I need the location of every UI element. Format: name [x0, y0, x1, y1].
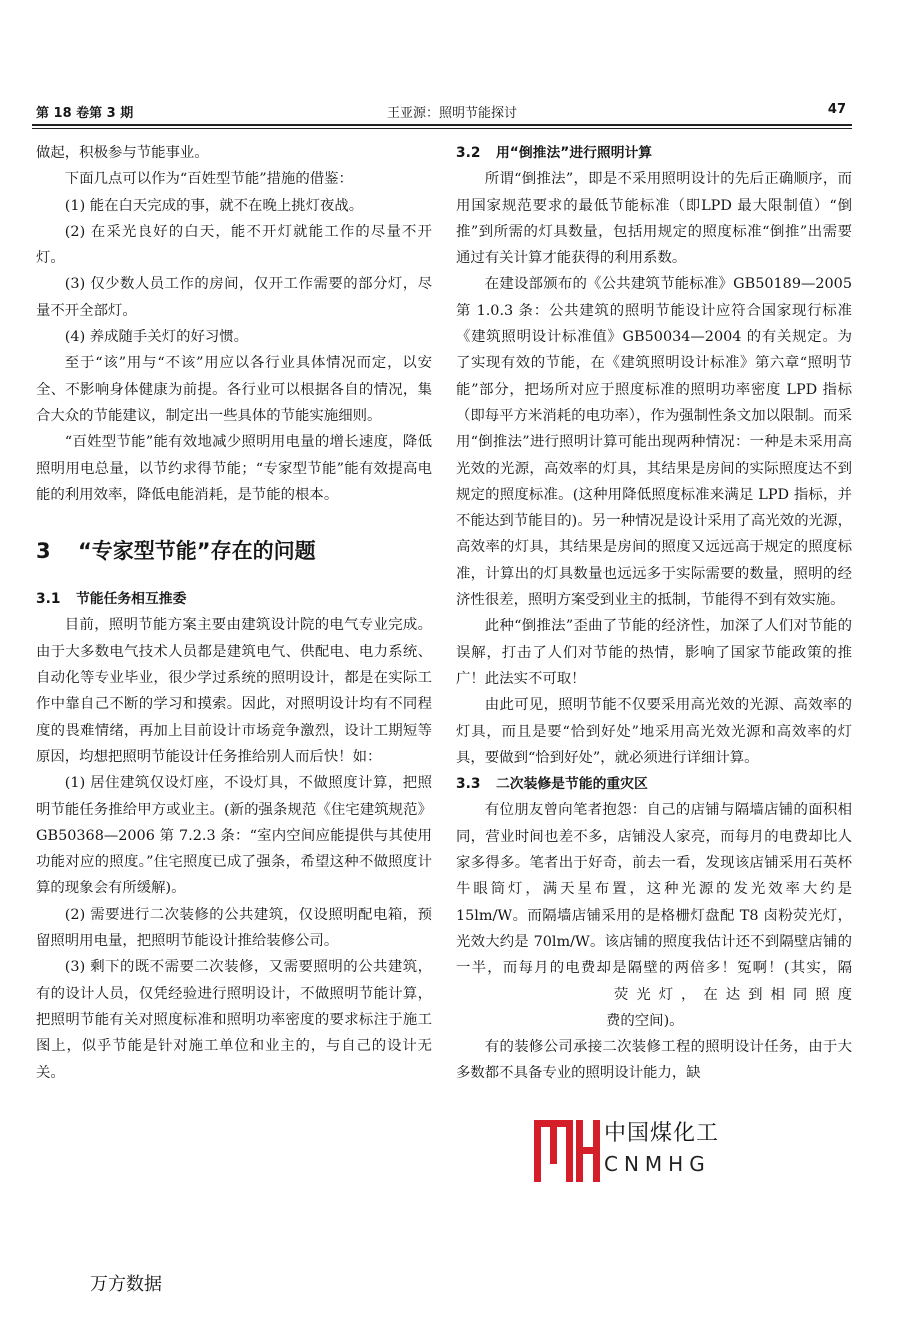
paragraph: 目前，照明节能方案主要由建筑设计院的电气专业完成。由于大多数电气技术人员都是建筑电气、供配电、电力系统、自动化等专业毕业，很少学过系统的照明设计，都是在实际工作中靠自己不断的学习和摸索。因此，对照明设计均有不同程度的畏难情绪，再加上目前设计市场竞争激烈，设计工期短等原因，均想把照明节能设计任务推给别人而后快！如：	[36, 617, 432, 765]
subsection-heading	[456, 140, 852, 166]
paragraph: 有的装修公司承接二次装修工程的照明设计任务，由于大多数都不具备专业的照明设计能力，缺	[456, 1039, 852, 1082]
watermark-logo	[528, 1114, 858, 1188]
right-column	[456, 140, 852, 1087]
list-item: (2) 在采光良好的白天，能不开灯就能工作的尽量不开灯。	[36, 223, 432, 267]
journal-issue: 第 18 卷第 3 期	[36, 106, 134, 121]
list-item: (3) 仅少数人员工作的房间，仅开工作需要的部分灯，尽量不开全部灯。	[36, 276, 432, 319]
paragraph: “百姓型节能”能有效地减少照明用电量的增长速度，降低照明用电总量，以节约求得节能；“专家型节能”能有效提高电能的利用效率，降低电能消耗，是节能的根本。	[36, 434, 432, 503]
subsection-number: 3.2	[456, 145, 481, 161]
left-column	[36, 140, 432, 1086]
section-title: “专家型节能”存在的问题	[78, 539, 316, 564]
mh-logo-icon	[528, 1114, 602, 1188]
paragraph: 在建设部颁布的《公共建筑节能标准》GB50189—2005 第 1.0.3 条：公共建筑的照明节能设计应符合国家现行标准《建筑照明设计标准值》GB50034—2004 的有关规定。为了实现有效的节能，在《建筑照明设计标准》第六章“照明节能”部分，把场所对应于照度标准的照明功率密度 LPD 指标（即每平方米消耗的电功率），作为强制性条文加以限制。而采用“倒推法”进行照明计算可能出现两种情况：一种是未采用高光效的光源，高效率的灯具，其结果是房间的实际照度达不到规定的照度标准。(这种用降低照度标准来满足 LPD 指标，并不能达到节能目的)。另一种情况是设计采用了高光效的光源，高效率的灯具，其结果是房间的照度又远远高于规定的照度标准，计算出的灯具数量也远远多于实际需要的数量，照明的经济性很差，照明方案受到业主的抵制，节能得不到有效实施。	[456, 276, 852, 609]
subsection-heading	[36, 586, 432, 612]
header-rule	[32, 124, 852, 126]
list-item: (4) 养成随手关灯的好习惯。	[64, 329, 249, 346]
subsection-title: 节能任务相互推委	[76, 591, 187, 608]
subsection-heading	[456, 771, 852, 797]
subsection-number: 3.1	[36, 591, 61, 608]
header-rule-thin	[32, 128, 852, 129]
watermark-latin-text: CNMHG	[604, 1152, 711, 1176]
paragraph: 做起，积极参与节能事业。	[36, 145, 209, 161]
paragraph: 下面几点可以作为“百姓型节能”措施的借鉴：	[64, 171, 353, 188]
paragraph-text: 费的空间)。	[606, 1012, 684, 1029]
section-number: 3	[36, 539, 51, 564]
section-heading	[36, 538, 432, 564]
paragraph: 此种“倒推法”歪曲了节能的经济性，加深了人们对节能的误解，打击了人们对节能的热情，影响了国家节能政策的推广！此法实不可取！	[456, 618, 852, 687]
list-item: (1) 居住建筑仅设灯座，不设灯具，不做照度计算，把照明节能任务推给甲方或业主。(新的强条规范《住宅建筑规范》GB50368—2006 第 7.2.3 条：“室内空间应能提供与其使用功能对应的照度。”住宅照度已成了强条，希望这种不做照度计算的现象会有所缓解)。	[36, 775, 432, 897]
footer-source: 万方数据	[90, 1274, 162, 1295]
paragraph: 所谓“倒推法”，即是不采用照明设计的先后正确顺序，而用国家规范要求的最低节能标准（即LPD 最大限制值）“倒推”到所需的灯具数量，包括用规定的照度标准“倒推”出需要通过有关计算才能获得的利用系数。	[456, 171, 852, 267]
running-title: 王亚源：照明节能探讨	[386, 106, 517, 121]
paragraph-text: 有位朋友曾向笔者抱怨：自己的店铺与隔墙店铺的面积相同，营业时间也差不多，店铺没人家亮，而每月的电费却比人家多得多。笔者出于好奇，前去一看，发现该店铺采用石英杯牛眼筒灯，满天星布置，这种光源的发光效率大约是 15lm/W。而隔墙店铺采用的是格栅灯盘配 T8 卤粉荧光灯，光效大约是 70lm/W。该店铺的照度我估计还不到隔壁店铺的一半，而每月的电费却是隔壁的两倍多！冤啊！(其实，隔	[456, 802, 852, 977]
subsection-title: 二次装修是节能的重灾区	[496, 776, 648, 793]
paragraph	[456, 797, 852, 1034]
page-number: 47	[827, 102, 846, 117]
list-item: (2) 需要进行二次装修的公共建筑，仅设照明配电箱，预留照明用电量，把照明节能设计推给装修公司。	[36, 906, 432, 950]
paragraph: 至于“该”用与“不该”用应以各行业具体情况而定，以安全、不影响身体健康为前提。各行业可以根据各自的情况，集合大众的节能建议，制定出一些具体的节能实施细则。	[36, 355, 432, 424]
subsection-number: 3.3	[456, 776, 481, 793]
watermark-chinese-text: 中国煤化工	[602, 1116, 721, 1147]
list-item: (3) 剩下的既不需要二次装修，又需要照明的公共建筑，有的设计人员，仅凭经验进行照明设计，不做照明节能计算，把照明节能有关对照度标准和照明功率密度的要求标注于施工图上，似乎节能是针对施工单位和业主的，与自己的设计无关。	[36, 959, 432, 1081]
paragraph-text: 荧光灯，在达到相同照度	[606, 986, 852, 1003]
list-item: (1) 能在白天完成的事，就不在晚上挑灯夜战。	[64, 197, 364, 214]
subsection-title: 用“倒推法”进行照明计算	[496, 145, 653, 161]
paragraph: 由此可见，照明节能不仅要采用高光效的光源、高效率的灯具，而且是要“恰到好处”地采用高光效光源和高效率的灯具，要做到“恰到好处”，就必须进行详细计算。	[456, 697, 852, 766]
